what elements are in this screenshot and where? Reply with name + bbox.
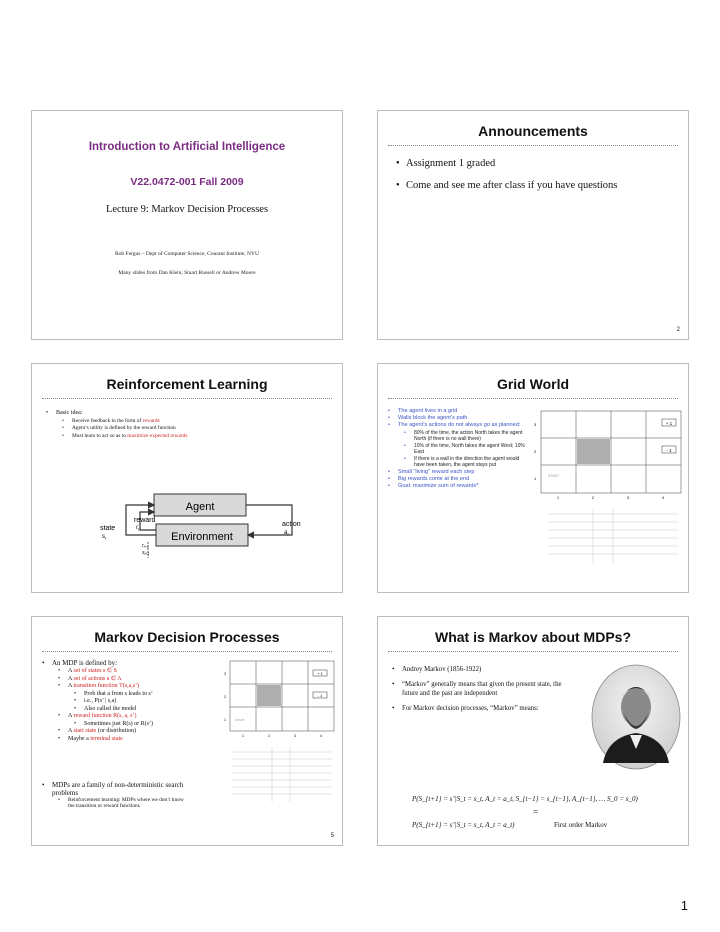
col-label: 1 [556, 495, 560, 500]
list-item: • Also called the model [74, 706, 192, 714]
agent-environment-diagram [32, 364, 343, 593]
list-item: • 80% of the time, the action North takes the agent North (if there is no wall there) [404, 430, 528, 443]
col-label: 1 [242, 734, 244, 738]
next-reward-symbol: $r_{t+1}$ [142, 543, 149, 550]
row-label: 3 [534, 422, 537, 427]
col-label: 4 [320, 734, 322, 738]
markov-equation-full: P(S_{t+1} = s’|S_t = s_t, A_t = a_t, S_{t−1} = s_{t−1}, A_{t−1}, … S_0 = s_0) [412, 795, 638, 803]
list-item: • A set of states s ∈ S [58, 668, 192, 676]
list-item: • For Markov decision processes, “Markov” means: [392, 704, 570, 713]
plus-reward-label: + 1 [665, 421, 673, 426]
list-item: • Goal: maximize sum of rewards* [388, 483, 528, 490]
markov-equation-reduced: P(S_{t+1} = s’|S_t = s_t, A_t = a_t) [412, 821, 515, 829]
course-code: V22.0472-001 Fall 2009 [130, 176, 244, 188]
row-label: 1 [534, 476, 537, 481]
list-item: • MDPs are a family of non-deterministic search problems • Reinforcement learning: MDPs where we don’t know the transition or reward functions [42, 781, 187, 810]
slide-heading: Markov Decision Processes [94, 629, 280, 645]
equals-sign: = [533, 807, 539, 817]
first-order-label: First order Markov [554, 821, 608, 829]
list-item: • Agent’s utility is defined by the reward function [62, 425, 336, 433]
col-label: 3 [626, 495, 630, 500]
row-label: 2 [534, 449, 537, 454]
announcement-list [396, 157, 666, 201]
list-item: • Come and see me after class if you have questions [396, 179, 666, 192]
wall-cell [577, 439, 610, 464]
list-item: • Receive feedback in the form of rewards [62, 418, 336, 426]
list-item: • “Markov” generally means that given the present state, the future and the past are independent [392, 680, 570, 698]
col-label: 3 [294, 734, 296, 738]
list-item: • A start state (or distribution) [58, 728, 192, 736]
list-item: • If there is a wall in the direction the agent would have been taken, the agent stays put [404, 456, 528, 469]
next-state-symbol: $s_{t+1}$ [142, 550, 150, 557]
list-item: • A set of actions a ∈ A [58, 676, 192, 684]
page-number: 1 [680, 898, 688, 913]
wall-cell [257, 685, 281, 706]
slide-grid-world [377, 363, 689, 593]
list-item: • A reward function R(s, a, s’) • Sometimes just R(s) or R(s’) [58, 713, 192, 728]
minus-reward-label: - 1 [666, 448, 672, 453]
grid-world-figure [378, 364, 689, 593]
slide-mdp [31, 616, 343, 846]
mdp-grid-figure [32, 617, 343, 846]
slide-announcements [377, 110, 689, 340]
lecture-title: Lecture 9: Markov Decision Processes [105, 204, 269, 215]
faint-table-figure [548, 509, 678, 564]
list-item: • A transition function T(s,a,s’) • Prob that a from s leads to s’ • i.e., P(s’ | s,a) • Also called the model [58, 683, 192, 713]
title-rule [388, 145, 678, 146]
list-item: • Prob that a from s leads to s’ [74, 691, 192, 699]
list-item: • Walls block the agent’s path [388, 415, 528, 422]
credits-line: Many slides from Dan Klein, Stuart Russell or Andrew Moore [118, 270, 256, 276]
list-item: • Small “living” reward each step [388, 469, 528, 476]
slide-markov [377, 616, 689, 846]
faint-table-figure [232, 747, 332, 802]
environment-label: Environment [171, 531, 233, 543]
start-label: START [235, 718, 245, 722]
list-item: • Reinforcement learning: MDPs where we don’t know the transition or reward functions [58, 797, 187, 810]
start-label: START [548, 474, 560, 478]
slide-heading: Grid World [496, 376, 570, 392]
list-item: • Assignment 1 graded [396, 157, 666, 170]
row-label: 3 [224, 672, 226, 676]
row-label: 2 [224, 695, 226, 699]
minus-reward-label: - 1 [317, 693, 323, 698]
list-item: • The agent’s actions do not always go as planned: • 80% of the time, the action North takes the agent North (if there is no wall there) • 10% of the time, North takes the agent West; 10% East • If there is a wall in the direction the agent would have been taken, the agent stays put [388, 422, 528, 468]
slide-number: 5 [330, 833, 334, 839]
reward-symbol: $r_t$ [136, 525, 140, 532]
slide-number: 2 [676, 327, 680, 333]
slide-heading: Reinforcement Learning [106, 376, 268, 392]
list-item: • The agent lives in a grid [388, 408, 528, 415]
slide-heading: What is Markov about MDPs? [434, 629, 632, 645]
row-label: 1 [224, 718, 226, 722]
col-label: 4 [661, 495, 665, 500]
reward-label: reward [134, 517, 156, 524]
list-item: • Must learn to act so as to maximize expected rewards [62, 433, 336, 441]
slide-title [31, 110, 343, 340]
slide-heading: Announcements [478, 123, 588, 139]
state-label: state [100, 525, 116, 532]
state-symbol: $s_t$ [102, 534, 107, 541]
author-line: Rob Fergus – Dept of Computer Science, Courant Institute, NYU [115, 251, 259, 257]
col-label: 2 [591, 495, 595, 500]
list-item: • Maybe a terminal state [58, 736, 192, 744]
action-symbol: $a_t$ [284, 530, 289, 537]
list-item: • Basic idea: • Receive feedback in the form of rewards • Agent’s utility is defined by the reward function • Must learn to act so as to maximize expected rewards [46, 410, 336, 440]
slide-reinforcement-learning [31, 363, 343, 593]
list-item: • i.e., P(s’ | s,a) [74, 698, 192, 706]
col-label: 2 [268, 734, 270, 738]
list-item: • 10% of the time, North takes the agent West; 10% East [404, 443, 528, 456]
list-item: • Sometimes just R(s) or R(s’) [74, 721, 192, 729]
list-item: • Big rewards come at the end [388, 476, 528, 483]
plus-reward-label: + 1 [317, 671, 323, 676]
course-title: Introduction to Artificial Intelligence [88, 141, 286, 153]
agent-label: Agent [185, 501, 215, 513]
list-item: • Andrey Markov (1856-1922) [392, 665, 570, 674]
action-label: action [282, 521, 301, 528]
list-item: • An MDP is defined by: • A set of states s ∈ S • A set of actions a ∈ A • A transition function T(s,a,s’) • Prob that a from s leads to s’ • i.e., P(s’ | s,a) • Also called the model • A reward function R(s, a, s’) • Sometimes just R(s) or R(s’) • A start state (or distribution) • Maybe a terminal state [42, 659, 192, 743]
